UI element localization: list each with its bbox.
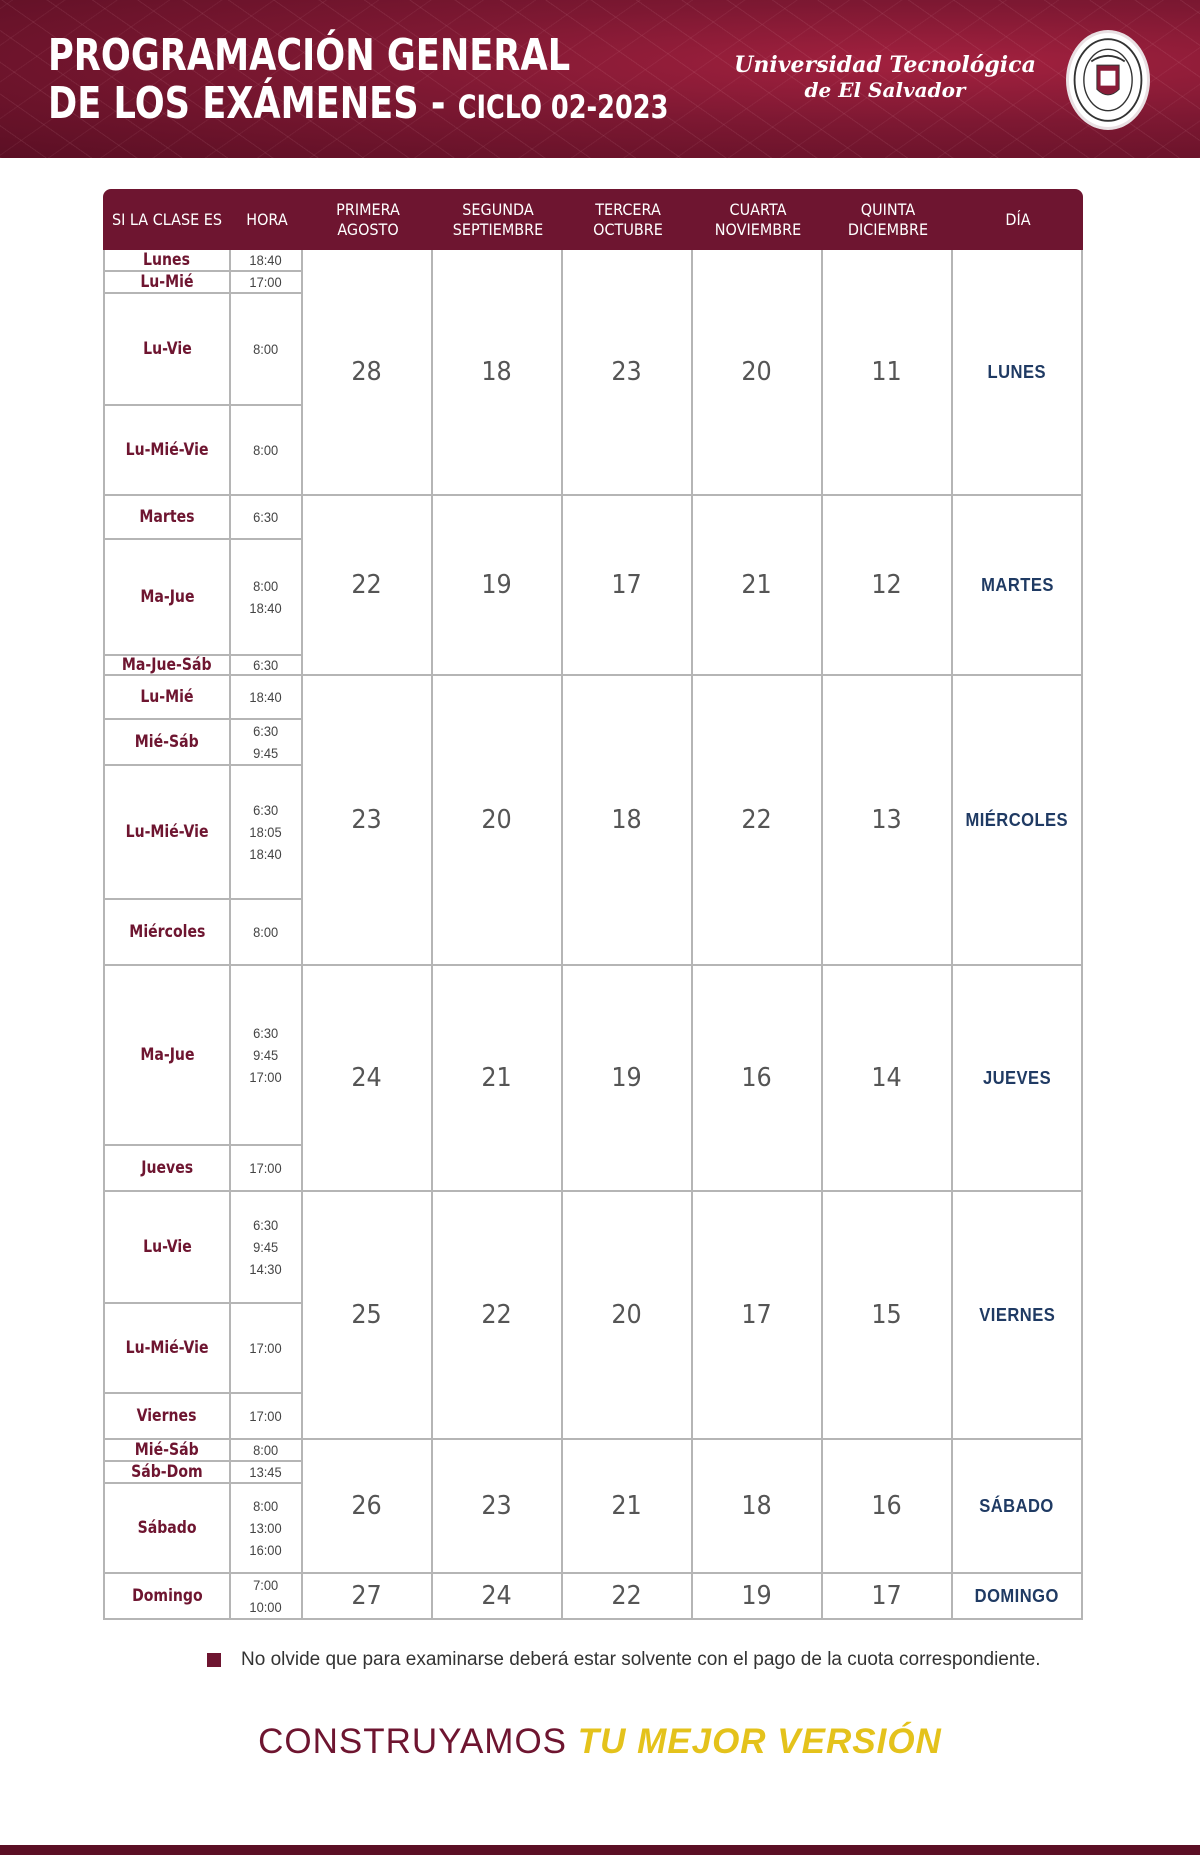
exam-day-cell [953, 966, 1083, 1192]
class-time-cell [231, 656, 303, 676]
class-days-cell [103, 1304, 231, 1394]
exam-date: 19 [481, 570, 513, 600]
class-days-cell [103, 250, 231, 272]
exam-date: 21 [741, 570, 773, 600]
exam-date: 22 [611, 1581, 643, 1611]
exam-date-cell [563, 250, 693, 496]
exam-date-cell [563, 1440, 693, 1574]
class-days-label: Ma-Jue-Sáb [122, 655, 212, 675]
class-days-cell [103, 1574, 231, 1620]
class-time: 13:45 [249, 1464, 283, 1480]
class-time-cell [231, 1304, 303, 1394]
class-time-cell [231, 1440, 303, 1462]
exam-day-label: LUNES [987, 361, 1047, 382]
class-time: 17:00 [249, 1340, 283, 1356]
class-time: 18:40 [249, 689, 283, 705]
exam-date: 26 [351, 1491, 383, 1521]
class-time-cell [231, 966, 303, 1146]
class-time-cell [231, 294, 303, 406]
exam-date-cell [563, 1192, 693, 1440]
class-days-label: Lu-Mié-Vie [125, 822, 209, 842]
class-days-label: Domingo [131, 1586, 203, 1606]
col-header-primera: PRIMERA AGOSTO [336, 199, 400, 239]
class-days-label: Martes [139, 507, 195, 527]
slogan [0, 1722, 1200, 1762]
exam-date: 18 [611, 805, 643, 835]
class-time: 18:40 [249, 252, 283, 268]
class-time: 6:30 [253, 657, 279, 673]
class-days-label: Lu-Mié-Vie [125, 1338, 209, 1358]
exam-day-cell [953, 496, 1083, 676]
class-days-label: Jueves [141, 1158, 193, 1178]
header-banner [0, 0, 1200, 158]
class-days-label: Ma-Jue [139, 587, 195, 607]
class-time-cell [231, 540, 303, 656]
class-time: 8:00 [253, 924, 279, 940]
exam-day-cell [953, 250, 1083, 496]
payment-note [207, 1649, 1041, 1671]
class-days-cell [103, 496, 231, 540]
exam-date: 23 [611, 357, 643, 387]
exam-date: 17 [611, 570, 643, 600]
col-header-dia: DÍA [1005, 209, 1031, 229]
col-header-segunda: SEGUNDA SEPTIEMBRE [452, 199, 544, 239]
title-line-2 [48, 80, 668, 131]
class-time-cell [231, 1394, 303, 1440]
class-days-cell [103, 720, 231, 766]
exam-date-cell [823, 966, 953, 1192]
class-time: 17:00 [249, 1408, 283, 1424]
page-title [48, 32, 668, 131]
exam-day-cell [953, 1192, 1083, 1440]
class-time: 14:30 [249, 1261, 283, 1277]
exam-date: 24 [351, 1063, 383, 1093]
class-time-cell [231, 272, 303, 294]
exam-date: 24 [481, 1581, 513, 1611]
class-time: 9:45 [253, 745, 279, 761]
exam-date-cell [693, 496, 823, 676]
university-name-line-1: Universidad Tecnológica [734, 52, 1036, 78]
exam-date-cell [433, 676, 563, 966]
class-days-cell [103, 966, 231, 1146]
class-time: 17:00 [249, 1069, 283, 1085]
exam-date: 17 [871, 1581, 903, 1611]
class-time: 9:45 [253, 1047, 279, 1063]
exam-date: 19 [611, 1063, 643, 1093]
exam-date: 21 [611, 1491, 643, 1521]
exam-date-cell [563, 676, 693, 966]
exam-date-cell [303, 676, 433, 966]
exam-day-label: DOMINGO [974, 1585, 1060, 1606]
class-days-cell [103, 540, 231, 656]
exam-date-cell [823, 1192, 953, 1440]
class-time: 6:30 [253, 723, 279, 739]
exam-date: 11 [871, 357, 903, 387]
class-time-cell [231, 1462, 303, 1484]
exam-date-cell [433, 496, 563, 676]
exam-date: 18 [741, 1491, 773, 1521]
class-time: 18:05 [249, 824, 283, 840]
exam-day-label: VIERNES [979, 1304, 1055, 1325]
class-time-cell [231, 406, 303, 496]
exam-date-cell [303, 1440, 433, 1574]
class-days-label: Sáb-Dom [131, 1462, 203, 1482]
exam-date-cell [693, 966, 823, 1192]
exam-day-cell [953, 1574, 1083, 1620]
class-days-label: Viernes [137, 1406, 197, 1426]
class-days-cell [103, 406, 231, 496]
exam-date: 12 [871, 570, 903, 600]
table-body [103, 250, 1083, 1630]
class-time-cell [231, 496, 303, 540]
class-time: 8:00 [253, 1498, 279, 1514]
exam-date-cell [433, 966, 563, 1192]
class-days-cell [103, 1462, 231, 1484]
class-time-cell [231, 676, 303, 720]
class-days-cell [103, 766, 231, 900]
class-time: 16:00 [249, 1542, 283, 1558]
exam-date: 17 [741, 1300, 773, 1330]
exam-date-cell [303, 250, 433, 496]
table-header [103, 189, 1083, 250]
exam-date: 18 [481, 357, 513, 387]
exam-date-cell [563, 1574, 693, 1620]
class-time: 9:45 [253, 1239, 279, 1255]
class-time-cell [231, 766, 303, 900]
class-time: 7:00 [253, 1577, 279, 1593]
exam-date: 22 [741, 805, 773, 835]
class-time: 17:00 [249, 274, 283, 290]
col-header-quinta: QUINTA DICIEMBRE [847, 199, 929, 239]
exam-date: 20 [611, 1300, 643, 1330]
class-days-label: Lu-Mié [140, 687, 194, 707]
exam-date-cell [433, 1192, 563, 1440]
exam-date-cell [433, 1574, 563, 1620]
exam-date: 22 [481, 1300, 513, 1330]
class-days-label: Mié-Sáb [135, 1440, 199, 1460]
class-days-label: Miércoles [128, 922, 206, 942]
class-time-cell [231, 1484, 303, 1574]
university-name [720, 52, 1050, 102]
exam-date-cell [433, 1440, 563, 1574]
class-time-cell [231, 720, 303, 766]
exam-date-cell [823, 1440, 953, 1574]
payment-note-text: No olvide que para examinarse deberá estar solvente con el pago de la cuota correspondiente. [241, 1649, 1041, 1670]
exam-date: 23 [481, 1491, 513, 1521]
class-time-cell [231, 1146, 303, 1192]
exam-date-cell [693, 1574, 823, 1620]
class-days-cell [103, 294, 231, 406]
exam-date-cell [693, 1192, 823, 1440]
exam-date: 13 [871, 805, 903, 835]
exam-date-cell [693, 676, 823, 966]
class-time: 13:00 [249, 1520, 283, 1536]
exam-date: 23 [351, 805, 383, 835]
exam-date-cell [563, 966, 693, 1192]
exam-day-label: MARTES [980, 574, 1054, 595]
class-time: 17:00 [249, 1160, 283, 1176]
class-time-cell [231, 250, 303, 272]
slogan-part-1: CONSTRUYAMOS [258, 1722, 578, 1761]
title-line-1: PROGRAMACIÓN GENERAL [48, 30, 571, 81]
exam-date: 16 [741, 1063, 773, 1093]
class-days-cell [103, 1440, 231, 1462]
class-time: 6:30 [253, 802, 279, 818]
class-days-cell [103, 272, 231, 294]
exam-date-cell [823, 496, 953, 676]
ciclo-label: CICLO 02-2023 [457, 88, 669, 126]
class-days-cell [103, 1146, 231, 1192]
exam-date: 16 [871, 1491, 903, 1521]
exam-day-label: JUEVES [982, 1067, 1052, 1088]
class-time-cell [231, 900, 303, 966]
class-days-label: Sábado [137, 1518, 197, 1538]
class-time: 6:30 [253, 1025, 279, 1041]
exam-date: 15 [871, 1300, 903, 1330]
class-days-label: Lu-Vie [142, 339, 192, 359]
exam-date: 25 [351, 1300, 383, 1330]
exam-date-cell [823, 676, 953, 966]
col-header-tercera: TERCERA OCTUBRE [593, 199, 663, 239]
class-time: 8:00 [253, 578, 279, 594]
col-header-hora: HORA [246, 209, 288, 229]
university-seal-icon [1066, 30, 1150, 130]
col-header-cuarta: CUARTA NOVIEMBRE [714, 199, 802, 239]
exam-day-label: MIÉRCOLES [965, 809, 1069, 830]
class-days-cell [103, 656, 231, 676]
class-days-label: Ma-Jue [139, 1045, 195, 1065]
exam-date-cell [563, 496, 693, 676]
exam-date: 14 [871, 1063, 903, 1093]
exam-date: 28 [351, 357, 383, 387]
exam-date-cell [823, 1574, 953, 1620]
exam-day-cell [953, 1440, 1083, 1574]
class-time-cell [231, 1574, 303, 1620]
exam-date-cell [693, 250, 823, 496]
class-days-cell [103, 676, 231, 720]
exam-date-cell [303, 1192, 433, 1440]
class-time-cell [231, 1192, 303, 1304]
class-time: 10:00 [249, 1599, 283, 1615]
class-time: 6:30 [253, 1217, 279, 1233]
exam-date: 20 [741, 357, 773, 387]
class-days-cell [103, 1394, 231, 1440]
exam-date-cell [823, 250, 953, 496]
exam-date: 22 [351, 570, 383, 600]
class-time: 8:00 [253, 442, 279, 458]
col-header-clase: SI LA CLASE ES [111, 209, 223, 229]
class-days-label: Lu-Vie [142, 1237, 192, 1257]
footer-bar [0, 1845, 1200, 1855]
class-time: 8:00 [253, 341, 279, 357]
exam-date: 21 [481, 1063, 513, 1093]
exam-day-cell [953, 676, 1083, 966]
exam-date-cell [303, 496, 433, 676]
exam-date-cell [693, 1440, 823, 1574]
exam-date: 19 [741, 1581, 773, 1611]
class-time: 8:00 [253, 1442, 279, 1458]
title-line-2-text: DE LOS EXÁMENES - [48, 78, 446, 129]
exam-day-label: SÁBADO [979, 1495, 1055, 1516]
class-days-cell [103, 900, 231, 966]
university-name-line-2: de El Salvador [804, 78, 966, 102]
class-days-label: Lu-Mié-Vie [125, 440, 209, 460]
exam-date: 20 [481, 805, 513, 835]
class-days-label: Lunes [143, 250, 191, 270]
class-days-label: Mié-Sáb [135, 732, 199, 752]
exam-date: 27 [351, 1581, 383, 1611]
exam-date-cell [303, 1574, 433, 1620]
class-days-cell [103, 1484, 231, 1574]
class-days-label: Lu-Mié [140, 272, 194, 292]
class-days-cell [103, 1192, 231, 1304]
exam-date-cell [303, 966, 433, 1192]
bullet-square-icon [207, 1653, 221, 1667]
exam-date-cell [433, 250, 563, 496]
slogan-part-2: TU MEJOR VERSIÓN [577, 1722, 942, 1761]
class-time: 18:40 [249, 600, 283, 616]
class-time: 6:30 [253, 509, 279, 525]
class-time: 18:40 [249, 846, 283, 862]
